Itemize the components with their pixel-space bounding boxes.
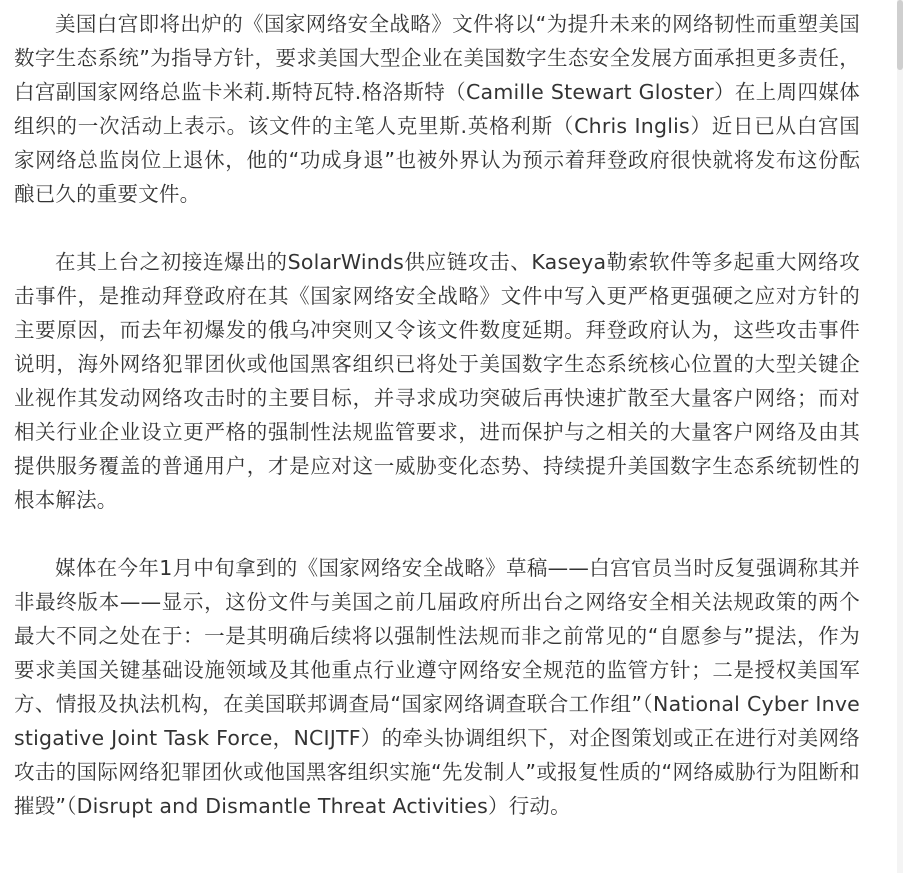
paragraph-3: 媒体在今年1月中旬拿到的《国家网络安全战略》草稿——白宫官员当时反复强调称其并非最终版本——显示，这份文件与美国之前几届政府所出台之网络安全相关法规政策的两个最大不同之处在于：一是其明确后续将以强制性法规而非之前常见的“自愿参与”提法，作为要求美国关键基础设施领域及其他重点行业遵守网络安全规范的监管方针；二是授权美国军方、情报及执法机构，在美国联邦调查局“国家网络调查联合工作组”（National Cyber Investigative Joint Task Force，NCIJTF）的牵头协调组织下，对企图策划或正在进行对美网络攻击的国际网络犯罪团伙或他国黑客组织实施“先发制人”或报复性质的“网络威胁行为阻断和摧毁”（Disrupt and Dismantle Threat Activities）行动。: [14, 556, 860, 818]
vertical-scrollbar[interactable]: [897, 0, 903, 873]
paragraph-2: 在其上台之初接连爆出的SolarWinds供应链攻击、Kaseya勒索软件等多起重大网络攻击事件，是推动拜登政府在其《国家网络安全战略》文件中写入更严格更强硬之应对方针的主要原因，而去年初爆发的俄乌冲突则又令该文件数度延期。拜登政府认为，这些攻击事件说明，海外网络犯罪团伙或他国黑客组织已将处于美国数字生态系统核心位置的大型关键企业视作其发动网络攻击时的主要目标，并寻求成功突破后再快速扩散至大量客户网络；而对相关行业企业设立更严格的强制性法规监管要求，进而保护与之相关的大量客户网络及由其提供服务覆盖的普通用户，才是应对这一威胁变化态势、持续提升美国数字生态系统韧性的根本解法。: [14, 250, 860, 512]
scrollbar-thumb[interactable]: [897, 0, 903, 70]
paragraph-1: 美国白宫即将出炉的《国家网络安全战略》文件将以“为提升未来的网络韧性而重塑美国数字生态系统”为指导方针，要求美国大型企业在美国数字生态安全发展方面承担更多责任，白宫副国家网络总监卡米莉.斯特瓦特.格洛斯特（Camille Stewart Gloster）在上周四媒体组织的一次活动上表示。该文件的主笔人克里斯.英格利斯（Chris Inglis）近日已从白宫国家网络总监岗位上退休，他的“功成身退”也被外界认为预示着拜登政府很快就将发布这份酝酿已久的重要文件。: [14, 12, 860, 206]
article-body: [14, 7, 860, 823]
